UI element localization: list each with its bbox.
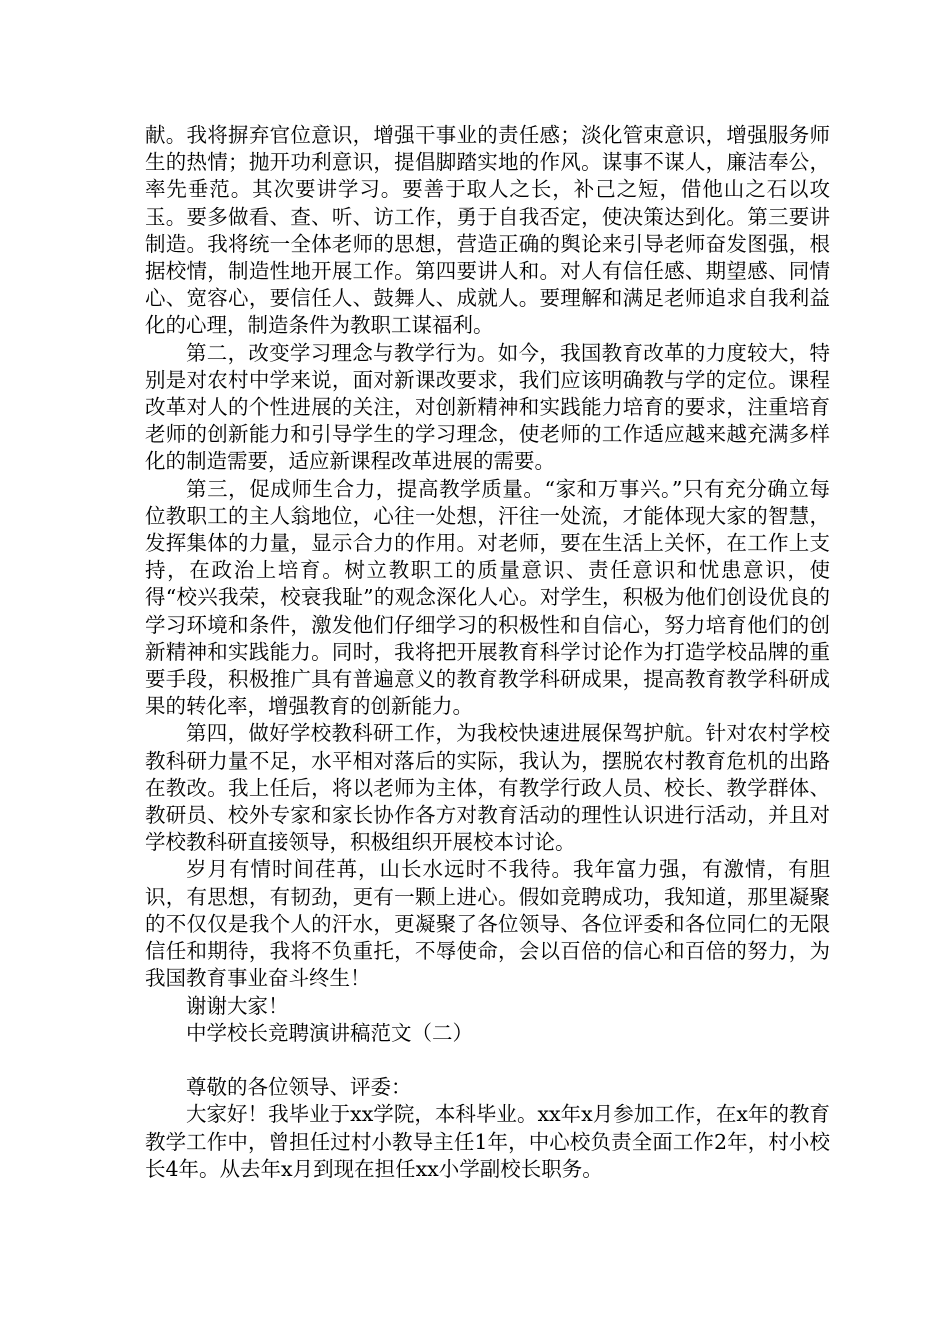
paragraph-thanks: 谢谢大家！: [186, 993, 289, 1018]
document-page: [145, 122, 830, 1183]
paragraph-second-point: 第二，改变学习理念与教学行为。如今，我国教育改革的力度较大，特别是对农村中学来说，面对新课改要求，我们应该明确教与学的定位。课程改革对人的个性进展的关注，对创新精神和实践能力培育的要求，注重培育老师的创新能力和引导学生的学习理念，使老师的工作适应越来越充满多样化的制造需要，适应新课程改革进展的需要。: [145, 340, 830, 474]
paragraph-closing: 岁月有情时间荏苒，山长水远时不我待。我年富力强，有激情，有胆识，有思想，有韧劲，更有一颗上进心。假如竞聘成功，我知道，那里凝聚的不仅仅是我个人的汗水，更凝聚了各位领导、各位评委和各位同仁的无限信任和期待，我将不负重托，不辱使命，会以百倍的信心和百倍的努力，为我国教育事业奋斗终生！: [145, 857, 830, 991]
paragraph-fourth-point: 第四，做好学校教科研工作，为我校快速进展保驾护航。针对农村学校教科研力量不足，水平相对落后的实际，我认为，摆脱农村教育危机的出路在教改。我上任后，将以老师为主体，有教学行政人员、校长、教学群体、教研员、校外专家和家长协作各方对教育活动的理性认识进行活动，并且对学校教科研直接领导，积极组织开展校本讨论。: [145, 721, 830, 855]
paragraph-introduction: 大家好！我毕业于xx学院，本科毕业。xx年x月参加工作，在x年的教育教学工作中，曾担任过村小教导主任1年，中心校负责全面工作2年，村小校长4年。从去年x月到现在担任xx小学副校长职务。: [145, 1102, 830, 1181]
salutation: 尊敬的各位领导、评委：: [186, 1075, 412, 1100]
blank-line: [145, 1047, 830, 1074]
paragraph-third-point: 第三，促成师生合力，提高教学质量。“家和万事兴。”只有充分确立每位教职工的主人翁地位，心往一处想，汗往一处流，才能体现大家的智慧，发挥集体的力量，显示合力的作用。对老师，要在生活上关怀，在工作上支持，在政治上培育。树立教职工的质量意识、责任意识和忧患意识，使得“校兴我荣，校衰我耻”的观念深化人心。对学生，积极为他们创设优良的学习环境和条件，激发他们仔细学习的积极性和自信心，努力培育他们的创新精神和实践能力。同时，我将把开展教育科学讨论作为打造学校品牌的重要手段，积极推广具有普遍意义的教育教学科研成果，提高教育教学科研成果的转化率，增强教育的创新能力。: [145, 476, 830, 719]
paragraph-continuation: 献。我将摒弃官位意识，增强干事业的责任感；淡化管束意识，增强服务师生的热情；抛开功利意识，提倡脚踏实地的作风。谋事不谋人，廉洁奉公，率先垂范。其次要讲学习。要善于取人之长，补己之短，借他山之石以攻玉。要多做看、查、听、访工作，勇于自我否定，使决策达到化。第三要讲制造。我将统一全体老师的思想，营造正确的舆论来引导老师奋发图强，根据校情，制造性地开展工作。第四要讲人和。对人有信任感、期望感、同情心、宽容心，要信任人、鼓舞人、成就人。要理解和满足老师追求自我利益化的心理，制造条件为教职工谋福利。: [145, 123, 830, 338]
section-heading: 中学校长竞聘演讲稿范文（二）: [186, 1020, 473, 1045]
